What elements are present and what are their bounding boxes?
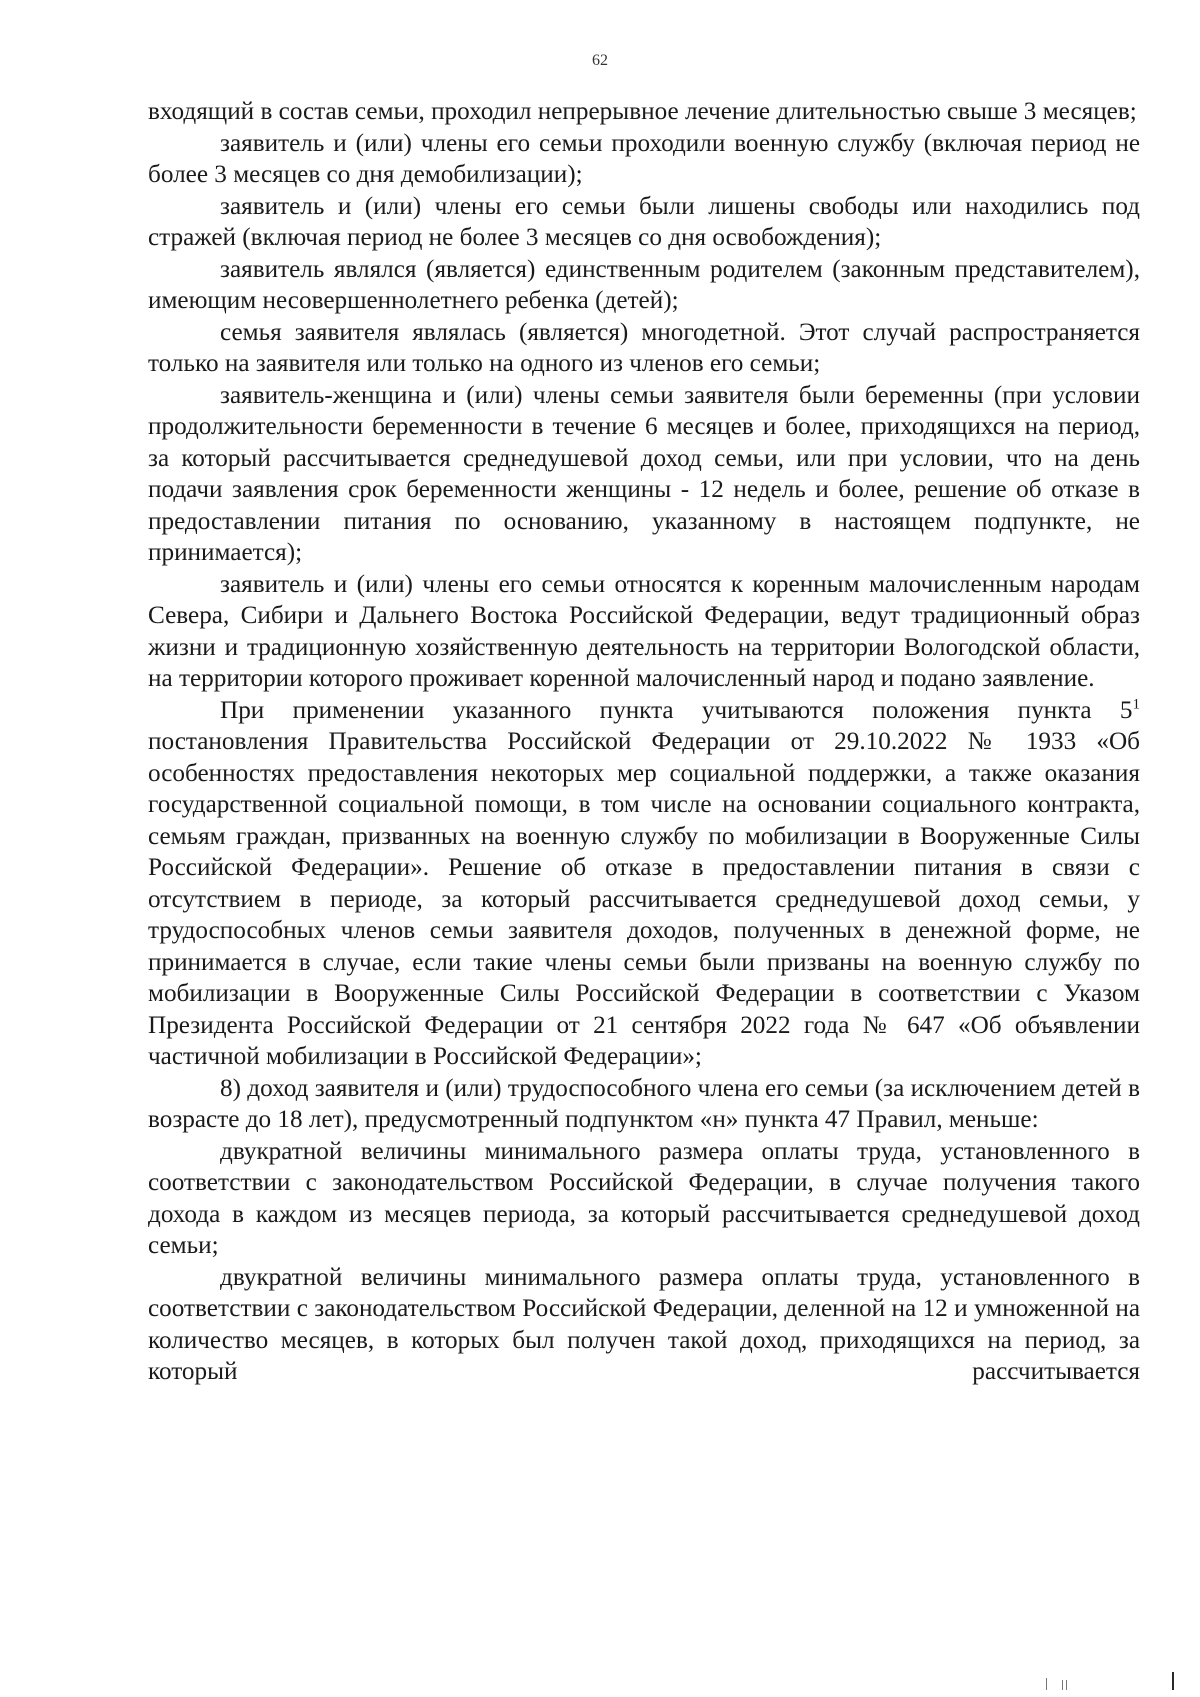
document-body	[148, 96, 1140, 1388]
paragraph-indigenous-peoples: заявитель и (или) члены его семьи относятся к коренным малочисленным народам Севера, Сибири и Дальнего Востока Российской Федерации, ведут традиционный образ жизни и традиционную хозяйственную деятельность на территории Вологодской области, на территории которого проживает коренной малочисленный народ и подано заявление.	[148, 570, 1140, 692]
paragraph-pregnancy: заявитель-женщина и (или) члены семьи заявителя были беременны (при условии продолжительности беременности в течение 6 месяцев и более, приходящихся на период, за который рассчитывается среднедушевой доход семьи, или при условии, что на день подачи заявления срок беременности женщины - 12 недель и более, решение об отказе в предоставлении питания по основанию, указанному в настоящем подпункте, не принимается);	[148, 381, 1140, 566]
page-number: 62	[592, 52, 608, 69]
paragraph-double-minimum-wage: двукратной величины минимального размера оплаты труда, установленного в соответствии с законодательством Российской Федерации, в случае получения такого дохода в каждом из месяцев периода, за который рассчитывается среднедушевой доход семьи;	[148, 1137, 1140, 1259]
paragraph-text: При применении указанного пункта учитываются положения пункта 5	[220, 696, 1133, 724]
scan-artifact-mark	[1062, 1680, 1063, 1690]
paragraph-military-service: заявитель и (или) члены его семьи проходили военную службу (включая период не более 3 месяцев со дня демобилизации);	[148, 129, 1140, 188]
scan-artifact-mark	[1172, 1672, 1174, 1690]
paragraph-continuation: входящий в состав семьи, проходил непрерывное лечение длительностью свыше 3 месяцев;	[148, 98, 1137, 125]
paragraph-imprisonment: заявитель и (или) члены его семьи были лишены свободы или находились под стражей (включая период не более 3 месяцев со дня освобождения);	[148, 192, 1140, 251]
paragraph-mobilization-provision	[148, 695, 1140, 1073]
paragraph-text: постановления Правительства Российской Федерации от 29.10.2022 № 1933 «Об особенностях предоставления некоторых мер социальной поддержки, а также оказания государственной социальной помощи, в том числе на основании социального контракта, семьям граждан, призванных на военную службу по мобилизации в Вооруженные Силы Российской Федерации». Решение об отказе в предоставлении питания в связи с отсутствием в периоде, за который рассчитывается среднедушевой доход семьи, у трудоспособных членов семьи заявителя доходов, полученных в денежной форме, не принимается в случае, если такие члены семьи были призваны на военную службу по мобилизации в Вооруженные Силы Российской Федерации в соответствии с Указом Президента Российской Федерации от 21 сентября 2022 года № 647 «Об объявлении частичной мобилизации в Российской Федерации»;	[148, 728, 1140, 1070]
paragraph-large-family: семья заявителя являлась (является) многодетной. Этот случай распространяется только на заявителя или только на одного из членов его семьи;	[148, 318, 1140, 377]
scan-artifact-mark	[1046, 1678, 1047, 1690]
paragraph-single-parent: заявитель являлся (является) единственным родителем (законным представителем), имеющим несовершеннолетнего ребенка (детей);	[148, 255, 1140, 314]
scan-artifact-mark	[1066, 1680, 1067, 1690]
superscript-marker: 1	[1132, 696, 1140, 713]
paragraph-double-minimum-wage-divided: двукратной величины минимального размера оплаты труда, установленного в соответствии с законодательством Российской Федерации, деленной на 12 и умноженной на количество месяцев, в которых был получен такой доход, приходящихся на период, за который рассчитывается	[148, 1263, 1140, 1385]
paragraph-item-8: 8) доход заявителя и (или) трудоспособного члена его семьи (за исключением детей в возрасте до 18 лет), предусмотренный подпунктом «н» пункта 47 Правил, меньше:	[148, 1074, 1140, 1133]
